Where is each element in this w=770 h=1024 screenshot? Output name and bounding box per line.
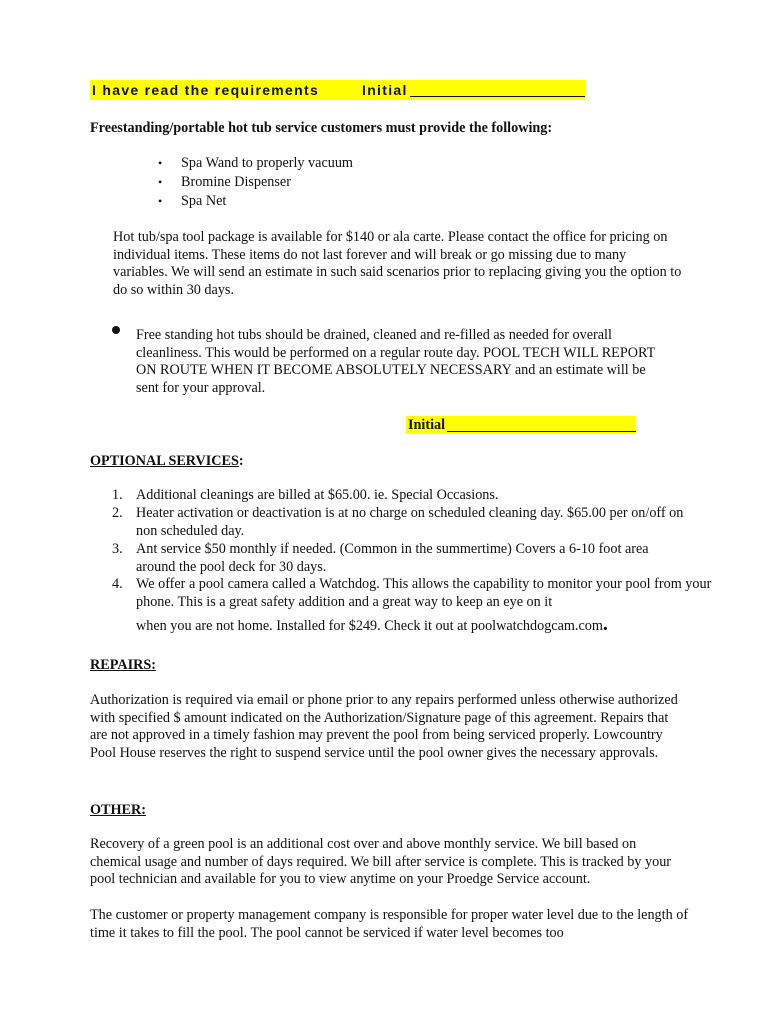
requirements-label: I have read the requirements <box>92 82 320 98</box>
bullet-icon: • <box>158 194 163 208</box>
list-item-text: Ant service $50 monthly if needed. (Common in the summertime) Covers a 6-10 foot area around the pool deck for 30 days. <box>136 541 649 575</box>
list-item <box>158 173 681 192</box>
free-standing-bullet-text: Free standing hot tubs should be drained, cleaned and re-filled as needed for overall cleanliness. This would be performed on a regular route day. POOL TECH WILL REPORT ON ROUTE WHEN IT BECOME ABSOLUTELY NECESSARY and an estimate will be sent for your approval. <box>136 327 655 396</box>
list-number: 3. <box>112 541 123 557</box>
initial-label: Initial <box>362 82 408 98</box>
optional-services-title: OPTIONAL SERVICES <box>90 453 239 469</box>
optional-services-heading <box>90 452 244 470</box>
list-item-text: Spa Wand to properly vacuum <box>181 155 353 171</box>
bullet-icon: • <box>158 175 163 189</box>
initial-signature-line <box>447 431 636 432</box>
list-number: 1. <box>112 487 123 503</box>
repairs-heading: REPAIRS: <box>90 657 156 673</box>
list-item <box>158 154 681 173</box>
list-item-text: Bromine Dispenser <box>181 174 291 190</box>
watchdog-text: when you are not home. Installed for $249. Check it out at poolwatchdogcam.com <box>136 618 603 635</box>
list-number: 2. <box>112 505 123 521</box>
list-item <box>112 576 712 636</box>
initial-label: Initial <box>408 417 446 433</box>
bullet-icon <box>112 326 120 334</box>
tool-package-paragraph: Hot tub/spa tool package is available for $140 or ala carte. Please contact the office for pricing on individual items. These items do not last forever and will break or go missing due to many variables. We will send an estimate in such said scenarios prior to replacing giving you the option to do so within 30 days. <box>113 229 682 298</box>
list-item-text: Additional cleanings are billed at $65.00. ie. Special Occasions. <box>136 487 499 503</box>
trailing-period: . <box>602 613 608 636</box>
other-heading: OTHER: <box>90 802 146 818</box>
list-item-text: Heater activation or deactivation is at no charge on scheduled cleaning day. $65.00 per on/off on non scheduled day. <box>136 505 684 539</box>
list-item <box>158 192 681 211</box>
heading-colon: : <box>238 453 244 469</box>
list-item <box>112 505 692 540</box>
list-item-text-continued <box>136 613 712 636</box>
bullet-icon: • <box>158 156 163 170</box>
requirements-acknowledgement <box>90 80 585 100</box>
list-item-text: We offer a pool camera called a Watchdog. This allows the capability to monitor your pool from your phone. This is a great safety addition and a great way to keep an eye on it <box>136 576 712 610</box>
freestanding-heading: Freestanding/portable hot tub service customers must provide the following: <box>90 120 553 136</box>
green-pool-paragraph: Recovery of a green pool is an additional cost over and above monthly service. We bill based on chemical usage and number of days required. We bill after service is complete. This is tracked by your pool technician and available for you to view anytime on your Proedge Service account. <box>90 836 672 888</box>
list-item <box>112 541 672 576</box>
initial-field-2 <box>406 416 636 434</box>
initial-signature-line <box>410 96 585 97</box>
list-item-text: Spa Net <box>181 193 227 209</box>
water-level-paragraph: The customer or property management company is responsible for proper water level due to the length of time it takes to fill the pool. The pool cannot be serviced if water level becomes too <box>90 907 689 941</box>
list-number: 4. <box>112 576 123 592</box>
required-items-list <box>158 154 681 211</box>
list-item <box>112 487 712 505</box>
repairs-paragraph: Authorization is required via email or phone prior to any repairs performed unless otherwise authorized with specified $ amount indicated on the Authorization/Signature page of this agreement. Repairs that are not approved in a timely fashion may prevent the pool from being serviced properly. Lowcountry Pool House reserves the right to suspend service until the pool owner gives the necessary approvals. <box>90 692 678 761</box>
